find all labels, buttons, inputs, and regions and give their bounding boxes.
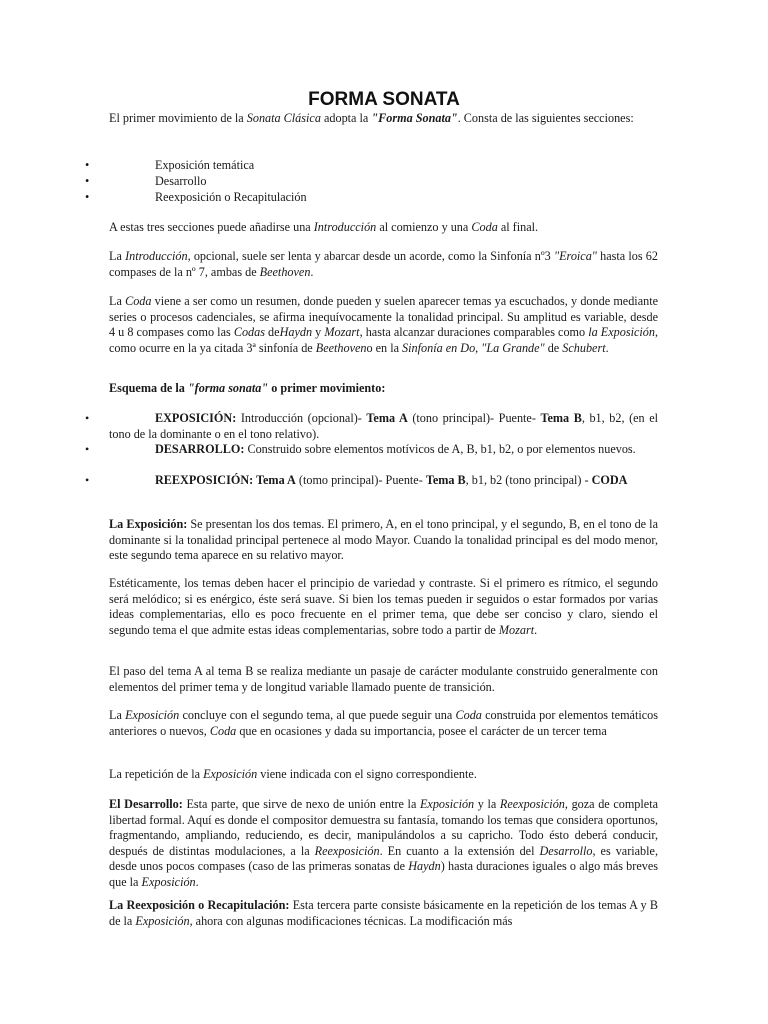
text-italic: Coda <box>125 294 152 308</box>
text-italic: Coda <box>455 708 482 722</box>
bullet-icon: • <box>85 411 90 425</box>
text-bold: Tema B <box>540 411 582 425</box>
text-italic: Exposición <box>125 708 180 722</box>
text-italic: Exposición <box>419 797 475 811</box>
bullet-icon: • <box>85 190 90 204</box>
scheme-heading <box>109 381 658 397</box>
text: Esta tercera parte consiste básicamente en la repetición de los temas A y B de la <box>109 898 658 928</box>
paragraph-esteticamente <box>109 576 658 638</box>
scheme-item-reexposicion <box>85 473 658 489</box>
paragraph-sections <box>109 220 658 236</box>
bullet-icon: • <box>85 473 90 487</box>
text: , es variable, desde unos pocos compases (caso de las primeras sonatas de <box>109 843 658 874</box>
text-bold: Esquema de la <box>109 381 188 395</box>
text-italic: Beethoven <box>315 340 367 355</box>
bullet-icon: • <box>85 442 90 456</box>
paragraph-el-desarrollo <box>109 797 658 891</box>
paragraph-la-reexposicion <box>109 898 658 929</box>
text: . Consta de las siguientes secciones: <box>457 111 634 125</box>
text: , <box>475 340 482 355</box>
text: El primer movimiento de la <box>109 111 247 125</box>
text: de <box>544 340 563 355</box>
text: y <box>312 325 325 340</box>
text: Introducción (opcional)- <box>236 411 367 425</box>
text-bold-italic: "forma sonata" <box>187 381 269 395</box>
text: adopta la <box>320 111 372 125</box>
text-italic: Codas <box>233 325 265 340</box>
text-bold: Tema A <box>366 411 408 425</box>
text: hasta los 62 compases de la nº 7, ambas de <box>109 249 658 279</box>
text: La <box>109 294 126 308</box>
text: , b1, b2, (en el tono de la dominante o en el tono relativo). <box>109 411 659 441</box>
text-italic: la Exposición <box>588 325 655 340</box>
text-italic: Haydn <box>408 859 441 874</box>
text-italic: Schubert <box>562 340 606 355</box>
text: . <box>195 874 199 889</box>
text-italic: Exposición <box>203 767 258 781</box>
text: de <box>264 325 280 340</box>
text: . En cuanto a la extensión del <box>379 843 540 858</box>
text: al final. <box>497 220 539 234</box>
list-item-label: Exposición temática <box>155 158 255 172</box>
text: La <box>109 708 126 722</box>
intro-paragraph <box>109 111 658 127</box>
list-item-label: Reexposición o Recapitulación <box>155 190 307 204</box>
paragraph-paso: El paso del tema A al tema B se realiza mediante un pasaje de carácter modulante construido generalmente con elementos del primer tema y de longitud variable llamado puente de transición. <box>109 664 658 694</box>
text: , b1, b2 (tono principal) - <box>465 473 592 487</box>
text: y la <box>474 797 500 811</box>
text: La <box>109 249 126 263</box>
text-italic: Exposición <box>141 874 196 889</box>
text: (tono principal)- Puente- <box>407 411 541 425</box>
paragraph-concluye <box>109 708 658 739</box>
text-bold-italic: "Forma Sonata" <box>371 111 458 125</box>
scheme-item-desarrollo <box>85 442 658 458</box>
text-italic: Mozart <box>324 325 360 340</box>
text-bold: DESARROLLO: <box>155 442 245 456</box>
paragraph-repeticion <box>109 767 658 783</box>
text-bold: La Reexposición o Recapitulación: <box>109 898 290 912</box>
paragraph-introduccion <box>109 249 658 280</box>
text: Esta parte, que sirve de nexo de unión entre la <box>182 797 420 811</box>
text-bold: CODA <box>591 473 628 487</box>
text-bold: o primer movimiento: <box>268 381 386 395</box>
text: , como ocurre en la ya citada 3ª sinfonía de <box>109 325 658 355</box>
paragraph-la-exposicion <box>109 517 658 564</box>
text: que en ocasiones y dada su importancia, posee el carácter de un tercer tema <box>236 723 607 738</box>
text-italic: Haydn <box>279 325 313 340</box>
text: Estéticamente, los temas deben hacer el principio de variedad y contraste. Si el primero es rítmico, el segundo será melódico; si es enérgico, éste será suave. Si bien los temas pueden ir seguidos o estar formados por varias ideas complementarias, ello es poco frecuente en el primer tema, que debe ser conciso y claro, siendo el segundo tema el que admite estas ideas complementarias, sobre todo a partir de <box>109 576 658 637</box>
text-italic: Coda <box>471 220 498 234</box>
text: , goza de completa libertad formal. Aquí es donde el compositor demuestra su fantasía, tomando los temas que considera oportunos, fragmentando, ampliando, reduciendo, es decir, manipulándolos a su capricho. Todo ésto deberá conducir, después de distintas modulaciones, a la <box>109 797 658 858</box>
paragraph-coda <box>109 294 658 356</box>
text-italic: Reexposición <box>314 843 380 858</box>
text-italic: Beethoven <box>259 264 311 279</box>
text: A estas tres secciones puede añadirse una <box>109 220 314 234</box>
text-italic: Introducción <box>313 220 377 234</box>
text-italic: Coda <box>209 723 237 738</box>
bullet-icon: • <box>85 174 90 188</box>
text: construida por elementos temáticos anteriores o nuevos, <box>109 708 658 738</box>
text-italic: Sonata Clásica <box>246 111 321 125</box>
text: concluye con el segundo tema, al que puede seguir una <box>179 708 456 722</box>
text: . <box>310 264 314 279</box>
text: (tomo principal)- Puente- <box>295 473 426 487</box>
text: ) hasta duraciones iguales o algo más breves que la <box>109 859 658 889</box>
text: , ahora con algunas modificaciones técnicas. La modificación más <box>189 913 513 928</box>
page-title: FORMA SONATA <box>308 89 460 110</box>
text-bold: Tema B <box>425 473 466 487</box>
bullet-icon: • <box>85 158 90 172</box>
text-bold: REEXPOSICIÓN: Tema A <box>155 473 296 487</box>
text-italic: Reexposición <box>499 797 565 811</box>
text: La repetición de la <box>109 767 204 781</box>
text-italic: Mozart <box>498 622 535 637</box>
text-bold: EXPOSICIÓN: <box>155 411 237 425</box>
text: , opcional, suele ser lenta y abarcar desde un acorde, como la Sinfonía nº3 <box>187 249 554 263</box>
text-bold: El Desarrollo: <box>109 797 183 811</box>
list-item-label: Desarrollo <box>155 174 207 188</box>
text: Se presentan los dos temas. El primero, A, en el tono principal, y el segundo, B, en el tono de la dominante si la tonalidad principal pertenece al modo Mayor. Cuando la tonalidad principal es del modo menor, este segundo tema aparece en su relativo mayor. <box>109 517 658 563</box>
text-bold: La Exposición: <box>109 517 188 531</box>
scheme-item-exposicion <box>85 411 658 442</box>
text-italic: "Eroica" <box>553 249 597 263</box>
text-italic: Desarrollo <box>539 843 593 858</box>
text-italic: "La Grande" <box>481 340 545 355</box>
text: viene a ser como un resumen, donde pueden y suelen aparecer temas ya escuchados, y donde mediante series o procesos cadenciales, se afirma inequívocamente la tonalidad principal. Su amplitud es variable, desde 4 u 8 compases como las <box>109 294 658 340</box>
text: . <box>534 622 538 637</box>
text: Construido sobre elementos motívicos de A, B, b1, b2, o por elementos nuevos. <box>244 442 636 456</box>
text: o en la <box>366 340 403 355</box>
text: viene indicada con el signo correspondiente. <box>257 767 477 781</box>
text-italic: Sinfonía en Do <box>402 340 476 355</box>
text-italic: Introducción <box>125 249 188 263</box>
text-italic: Exposición <box>135 913 190 928</box>
text: , hasta alcanzar duraciones comparables como <box>359 325 589 340</box>
text: al comienzo y una <box>376 220 472 234</box>
text: . <box>605 340 609 355</box>
